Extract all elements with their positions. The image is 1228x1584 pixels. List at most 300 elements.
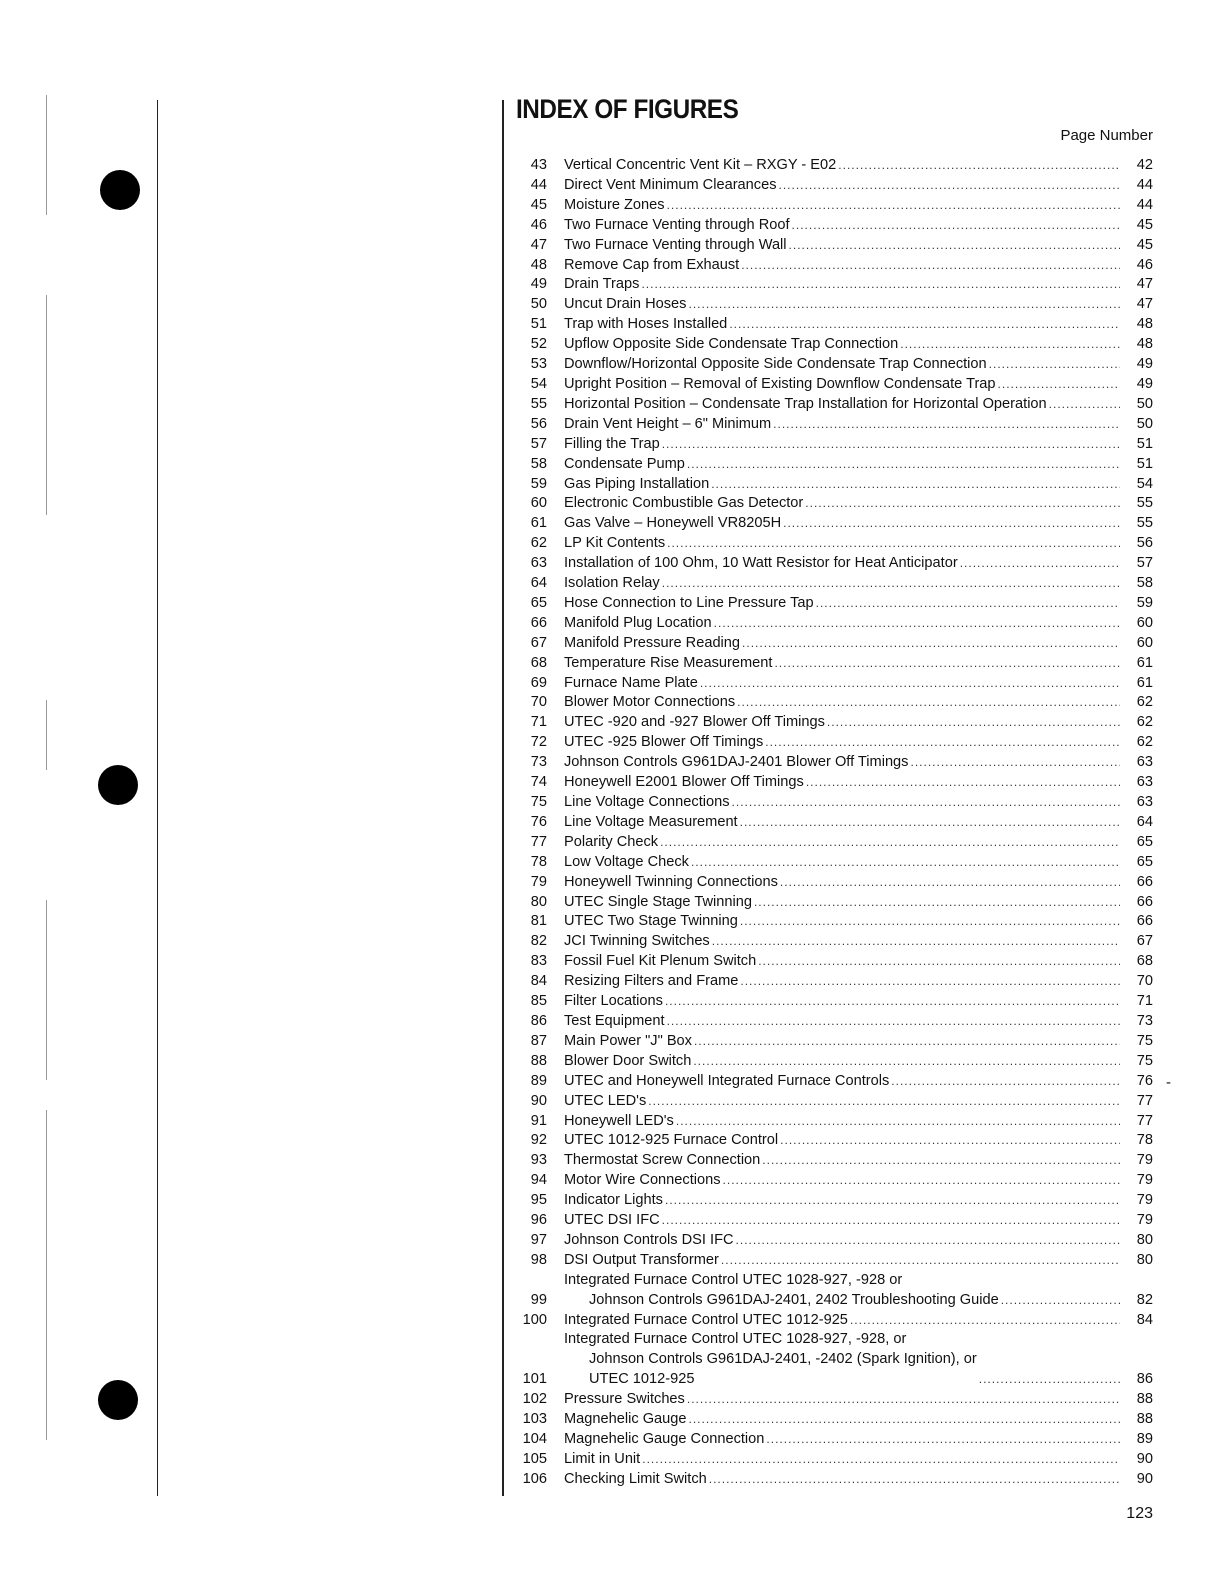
- figure-title-cell: [564, 1311, 1120, 1331]
- figure-number: 49: [530, 276, 547, 293]
- dot-leader: [688, 295, 1120, 315]
- figure-title: Resizing Filters and Frame: [564, 973, 739, 990]
- dot-leader: [660, 833, 1120, 853]
- figure-page-number: 75: [1136, 1032, 1153, 1049]
- figure-page-number: 60: [1136, 614, 1153, 631]
- figure-title: Checking Limit Switch: [564, 1470, 707, 1487]
- figure-title: UTEC LED's: [564, 1092, 647, 1109]
- dot-leader: [780, 873, 1120, 893]
- figure-page-number: 57: [1136, 555, 1153, 572]
- dot-leader: [850, 1311, 1120, 1331]
- figure-title-cell: [564, 216, 1120, 236]
- figure-title-cell: [564, 236, 1120, 256]
- figure-title-cell: [564, 475, 1120, 495]
- figure-title: Horizontal Position – Condensate Trap Installation for Horizontal Operation: [564, 395, 1047, 412]
- figure-title-cell: [564, 1430, 1120, 1450]
- dot-leader: [742, 634, 1120, 654]
- figure-title: Downflow/Horizontal Opposite Side Condensate Trap Connection: [564, 356, 987, 373]
- figure-title: UTEC -925 Blower Off Timings: [564, 734, 764, 751]
- figure-title-cell: [564, 554, 1120, 574]
- figure-title: Two Furnace Venting through Wall: [564, 236, 787, 253]
- figure-title-cell: [564, 574, 1120, 594]
- dot-leader: [754, 893, 1120, 913]
- figure-number: 61: [530, 515, 547, 532]
- figure-page-number: 67: [1136, 933, 1153, 950]
- dot-leader: [765, 733, 1120, 753]
- dot-leader: [709, 1470, 1120, 1490]
- figure-page-number: 59: [1136, 594, 1153, 611]
- figure-title: Honeywell Twinning Connections: [564, 873, 778, 890]
- figure-number: 89: [530, 1072, 547, 1089]
- dot-leader: [689, 1410, 1120, 1430]
- figure-number: 102: [522, 1391, 547, 1408]
- figure-entry: [510, 1052, 1153, 1072]
- figure-page-number: 44: [1136, 196, 1153, 213]
- figure-number: 44: [530, 176, 547, 193]
- figure-entry: [510, 773, 1153, 793]
- figure-entry: [510, 375, 1153, 395]
- figure-number: 68: [530, 654, 547, 671]
- figure-entry: [510, 753, 1153, 773]
- dot-leader: [789, 236, 1120, 256]
- figure-number: 92: [530, 1132, 547, 1149]
- figure-page-number: 48: [1136, 316, 1153, 333]
- dot-leader: [989, 355, 1120, 375]
- figure-page-number: 79: [1136, 1192, 1153, 1209]
- figure-page-number: 51: [1136, 455, 1153, 472]
- binder-faint-line: [46, 1110, 47, 1440]
- dot-leader: [806, 773, 1120, 793]
- figure-number: 87: [530, 1032, 547, 1049]
- figure-title-cell: [564, 733, 1120, 753]
- figure-title-cell: [564, 435, 1120, 455]
- figure-index-list: [510, 156, 1153, 1490]
- figure-title: UTEC DSI IFC: [564, 1212, 660, 1229]
- figure-entry: [510, 853, 1153, 873]
- figure-entry: [510, 1410, 1153, 1430]
- figure-title-cell: [564, 594, 1120, 614]
- figure-title-cell: [564, 853, 1120, 873]
- dot-leader: [648, 1092, 1120, 1112]
- figure-number: 103: [522, 1411, 547, 1428]
- figure-entry: [510, 893, 1153, 913]
- figure-page-number: 80: [1136, 1251, 1153, 1268]
- figure-title: Magnehelic Gauge: [564, 1411, 687, 1428]
- figure-entry: [510, 475, 1153, 495]
- figure-title: Direct Vent Minimum Clearances: [564, 176, 777, 193]
- dot-leader: [732, 793, 1120, 813]
- dot-leader: [723, 1171, 1120, 1191]
- figure-number: 51: [530, 316, 547, 333]
- figure-title: Main Power "J" Box: [564, 1032, 692, 1049]
- figure-title: Johnson Controls G961DAJ-2401, 2402 Troubleshooting Guide: [589, 1291, 999, 1308]
- figure-title-cell: [564, 1251, 1120, 1271]
- figure-page-number: 55: [1136, 515, 1153, 532]
- figure-number: 56: [530, 415, 547, 432]
- figure-title-cell: [564, 972, 1120, 992]
- figure-title: Furnace Name Plate: [564, 674, 698, 691]
- figure-page-number: 62: [1136, 734, 1153, 751]
- figure-page-number: 63: [1136, 794, 1153, 810]
- dot-leader: [737, 693, 1120, 713]
- figure-entry: [510, 1231, 1153, 1251]
- figure-title: Hose Connection to Line Pressure Tap: [564, 594, 814, 611]
- figure-number: 86: [530, 1012, 547, 1029]
- figure-number: 79: [530, 873, 547, 890]
- figure-number: 96: [530, 1212, 547, 1229]
- figure-page-number: 77: [1136, 1112, 1153, 1129]
- figure-page-number: 79: [1136, 1152, 1153, 1169]
- figure-number: 72: [530, 734, 547, 751]
- figure-number: 48: [530, 256, 547, 273]
- dot-leader: [667, 534, 1120, 554]
- figure-entry: [510, 1470, 1153, 1490]
- figure-title-cell: [564, 1410, 1120, 1430]
- dot-leader: [667, 1012, 1120, 1032]
- figure-number: 106: [522, 1470, 547, 1487]
- figure-entry: [510, 1171, 1153, 1191]
- figure-title-cell: [564, 793, 1120, 813]
- dot-leader: [783, 514, 1120, 534]
- figure-entry: [510, 833, 1153, 853]
- figure-title-cell: [564, 893, 1120, 913]
- figure-title: Line Voltage Measurement: [564, 813, 738, 830]
- figure-page-number: 45: [1136, 216, 1153, 233]
- figure-title: UTEC Single Stage Twinning: [564, 893, 752, 910]
- figure-number: 91: [530, 1112, 547, 1129]
- figure-page-number: 64: [1136, 813, 1153, 830]
- dot-leader: [687, 455, 1120, 475]
- figure-page-number: 61: [1136, 674, 1153, 691]
- figure-page-number: 65: [1136, 833, 1153, 850]
- figure-title-cell: [564, 713, 1120, 733]
- figure-number: 93: [530, 1152, 547, 1169]
- figure-page-number: 75: [1136, 1052, 1153, 1069]
- figure-entry: [510, 435, 1153, 455]
- figure-title-cell: [564, 1112, 1120, 1132]
- binder-faint-line: [46, 900, 47, 1080]
- figure-title: Test Equipment: [564, 1012, 665, 1029]
- figure-page-number: 61: [1136, 654, 1153, 671]
- figure-page-number: 56: [1136, 535, 1153, 552]
- figure-entry: [510, 1251, 1153, 1271]
- figure-title-cell: [564, 375, 1120, 395]
- dot-leader: [805, 494, 1120, 514]
- figure-entry: [510, 813, 1153, 833]
- figure-title: Polarity Check: [564, 833, 659, 850]
- dot-leader: [711, 475, 1120, 495]
- figure-page-number: 90: [1136, 1470, 1153, 1487]
- figure-entry: [510, 693, 1153, 713]
- figure-entry: [510, 1430, 1153, 1450]
- figure-page-number: 79: [1136, 1172, 1153, 1189]
- dot-leader: [714, 614, 1120, 634]
- figure-entry: [510, 1311, 1153, 1331]
- figure-number: 53: [530, 356, 547, 373]
- figure-entry: [510, 733, 1153, 753]
- figure-title-cell: [564, 1052, 1120, 1072]
- figure-page-number: 78: [1136, 1132, 1153, 1149]
- figure-title: Uncut Drain Hoses: [564, 296, 687, 313]
- figure-entry: [510, 514, 1153, 534]
- dot-leader: [741, 256, 1120, 276]
- figure-page-number: 58: [1136, 575, 1153, 592]
- figure-title-cell: [564, 753, 1120, 773]
- figure-title: Isolation Relay: [564, 575, 660, 592]
- dot-leader: [816, 594, 1120, 614]
- dot-leader: [960, 554, 1120, 574]
- binder-rule: [157, 100, 158, 1496]
- figure-title: Two Furnace Venting through Roof: [564, 216, 790, 233]
- figure-title-cell: [564, 773, 1120, 793]
- figure-title-cell: [564, 693, 1120, 713]
- figure-title-cell: [564, 1092, 1120, 1112]
- figure-page-number: 62: [1136, 714, 1153, 731]
- figure-title: Indicator Lights: [564, 1192, 663, 1209]
- dot-leader: [642, 1450, 1120, 1470]
- dot-leader: [792, 216, 1120, 236]
- dot-leader: [827, 713, 1120, 733]
- figure-number: 104: [522, 1431, 547, 1447]
- figure-page-number: 51: [1136, 435, 1153, 452]
- figure-number: 94: [530, 1172, 547, 1189]
- figure-title-cell: [564, 415, 1120, 435]
- dot-leader: [762, 1151, 1120, 1171]
- figure-title: Filter Locations: [564, 993, 663, 1010]
- dot-leader: [740, 912, 1120, 932]
- dot-leader: [729, 315, 1120, 335]
- figure-number: 88: [530, 1052, 547, 1069]
- figure-entry: [510, 395, 1153, 415]
- figure-title: Vertical Concentric Vent Kit – RXGY - E02: [564, 157, 837, 173]
- figure-entry: [510, 415, 1153, 435]
- figure-title-cell: [564, 534, 1120, 554]
- dot-leader: [773, 415, 1120, 435]
- figure-title: Drain Traps: [564, 276, 640, 293]
- figure-entry: [510, 1271, 1153, 1311]
- figure-number: 85: [530, 993, 547, 1010]
- figure-title-cell: [564, 614, 1120, 634]
- figure-page-number: 90: [1136, 1450, 1153, 1467]
- figure-title-cell: [564, 176, 1120, 196]
- figure-page-number: 77: [1136, 1092, 1153, 1109]
- figure-title-cell: [564, 355, 1120, 375]
- figure-entry: [510, 873, 1153, 893]
- figure-title: Pressure Switches: [564, 1391, 685, 1408]
- figure-page-number: 47: [1136, 276, 1153, 293]
- figure-title-cell: [564, 196, 1120, 216]
- figure-title-cell: [564, 315, 1120, 335]
- figure-entry: [510, 216, 1153, 236]
- figure-number: 75: [530, 794, 547, 810]
- figure-entry: [510, 1191, 1153, 1211]
- figure-number: 81: [530, 913, 547, 930]
- dot-leader: [662, 435, 1120, 455]
- figure-title-cell: [564, 275, 1120, 295]
- figure-title-cell: [564, 256, 1120, 276]
- figure-entry: [510, 534, 1153, 554]
- figure-entry: [510, 1092, 1153, 1112]
- figure-number: 83: [530, 953, 547, 970]
- figure-number: 66: [530, 614, 547, 631]
- figure-title-cell: [564, 654, 1120, 674]
- figure-title-cell: [564, 1211, 1120, 1231]
- figure-title: Line Voltage Connections: [564, 794, 730, 810]
- figure-number: 52: [530, 336, 547, 353]
- figure-title-cell: [564, 1450, 1120, 1470]
- figure-entry: [510, 236, 1153, 256]
- dot-leader: [665, 992, 1120, 1012]
- figure-title: Filling the Trap: [564, 435, 660, 452]
- figure-title: UTEC 1012-925: [589, 1371, 695, 1388]
- dot-leader: [736, 1231, 1120, 1251]
- binder-hole: [98, 1380, 138, 1420]
- figure-title: JCI Twinning Switches: [564, 933, 710, 950]
- figure-number: 71: [530, 714, 547, 731]
- binder-faint-line: [46, 295, 47, 515]
- figure-entry: [510, 275, 1153, 295]
- dot-leader: [1049, 395, 1120, 415]
- figure-number: 101: [522, 1371, 547, 1388]
- figure-number: 90: [530, 1092, 547, 1109]
- figure-number: 78: [530, 853, 547, 870]
- dot-leader: [1001, 1291, 1120, 1311]
- dot-leader: [779, 176, 1121, 196]
- dot-leader: [891, 1072, 1120, 1092]
- figure-number: 58: [530, 455, 547, 472]
- figure-title: DSI Output Transformer: [564, 1251, 719, 1268]
- figure-title-cell: [564, 295, 1120, 315]
- figure-page-number: 88: [1136, 1411, 1153, 1428]
- figure-entry: [510, 1032, 1153, 1052]
- figure-number: 73: [530, 754, 547, 771]
- figure-page-number: 63: [1136, 754, 1153, 771]
- page-title: INDEX OF FIGURES: [516, 94, 739, 124]
- figure-page-number: 66: [1136, 913, 1153, 930]
- figure-number: 45: [530, 196, 547, 213]
- figure-page-number: 55: [1136, 495, 1153, 512]
- figure-entry: [510, 713, 1153, 733]
- figure-title-cell: [564, 873, 1120, 893]
- figure-number: 50: [530, 296, 547, 313]
- figure-entry: [510, 1390, 1153, 1410]
- figure-title: Honeywell LED's: [564, 1112, 674, 1129]
- figure-title-cell: [564, 1191, 1120, 1211]
- figure-title: UTEC and Honeywell Integrated Furnace Controls: [564, 1072, 890, 1089]
- figure-title: Installation of 100 Ohm, 10 Watt Resistor for Heat Anticipator: [564, 555, 958, 572]
- figure-title-cell: [564, 455, 1120, 475]
- page-folio: 123: [1126, 1505, 1153, 1522]
- figure-entry: [510, 295, 1153, 315]
- figure-number: 62: [530, 535, 547, 552]
- figure-page-number: 60: [1136, 634, 1153, 651]
- figure-title: Upflow Opposite Side Condensate Trap Connection: [564, 336, 899, 353]
- figure-title: Johnson Controls G961DAJ-2401, -2402 (Spark Ignition), or: [589, 1351, 977, 1368]
- figure-title: Thermostat Screw Connection: [564, 1152, 761, 1169]
- figure-number: 43: [530, 157, 547, 173]
- figure-title: UTEC Two Stage Twinning: [564, 913, 738, 930]
- figure-number: 64: [530, 575, 547, 592]
- figure-page-number: 62: [1136, 694, 1153, 711]
- figure-title: Limit in Unit: [564, 1450, 641, 1467]
- figure-title-cell: [564, 1131, 1120, 1151]
- figure-number: 82: [530, 933, 547, 950]
- figure-number: 100: [522, 1311, 547, 1328]
- dot-leader: [676, 1112, 1120, 1132]
- figure-title-cell: [564, 1390, 1120, 1410]
- figure-title: Blower Door Switch: [564, 1052, 692, 1069]
- figure-number: 74: [530, 774, 547, 791]
- figure-title-cell: [564, 1151, 1120, 1171]
- figure-title-cell: [564, 1072, 1120, 1092]
- figure-page-number: 63: [1136, 774, 1153, 791]
- figure-page-number: 70: [1136, 973, 1153, 990]
- figure-title-cell: [564, 1032, 1120, 1052]
- figure-title: Johnson Controls G961DAJ-2401 Blower Off Timings: [564, 754, 909, 771]
- figure-page-number: 73: [1136, 1012, 1153, 1029]
- dot-leader: [694, 1032, 1120, 1052]
- figure-page-number: 76: [1136, 1072, 1153, 1089]
- figure-entry: [510, 335, 1153, 355]
- figure-entry: [510, 793, 1153, 813]
- column-divider-rule: [502, 100, 504, 1496]
- figure-title: Moisture Zones: [564, 196, 665, 213]
- figure-title: Electronic Combustible Gas Detector: [564, 495, 804, 512]
- figure-page-number: 50: [1136, 415, 1153, 432]
- figure-number: 99: [530, 1291, 547, 1308]
- figure-title: Trap with Hoses Installed: [564, 316, 728, 333]
- binder-faint-line: [46, 700, 47, 770]
- figure-title: UTEC 1012-925 Furnace Control: [564, 1132, 779, 1149]
- dot-leader: [665, 1191, 1120, 1211]
- dot-leader: [667, 196, 1120, 216]
- figure-entry: [510, 355, 1153, 375]
- figure-entry: [510, 614, 1153, 634]
- figure-title-cell: [564, 395, 1120, 415]
- figure-entry: [510, 1151, 1153, 1171]
- dot-leader: [838, 156, 1120, 176]
- figure-title: Johnson Controls DSI IFC: [564, 1231, 734, 1248]
- figure-entry: [510, 455, 1153, 475]
- figure-number: 63: [530, 555, 547, 572]
- figure-page-number: 48: [1136, 336, 1153, 353]
- dot-leader: [998, 375, 1120, 395]
- figure-title-cell: [564, 1171, 1120, 1191]
- figure-title: Remove Cap from Exhaust: [564, 256, 740, 273]
- figure-title-cell: [564, 1271, 1120, 1311]
- margin-mark: -: [1166, 1074, 1171, 1091]
- figure-title-cell: [564, 952, 1120, 972]
- figure-number: 57: [530, 435, 547, 452]
- figure-page-number: 49: [1136, 375, 1153, 392]
- figure-page-number: 86: [1136, 1371, 1153, 1388]
- dot-leader: [662, 574, 1120, 594]
- figure-page-number: 45: [1136, 236, 1153, 253]
- figure-title-cell: [564, 674, 1120, 694]
- figure-number: 84: [530, 973, 547, 990]
- figure-number: 67: [530, 634, 547, 651]
- figure-title: Integrated Furnace Control UTEC 1028-927, -928 or: [564, 1271, 903, 1288]
- figure-page-number: 66: [1136, 893, 1153, 910]
- figure-title: Integrated Furnace Control UTEC 1028-927, -928, or: [564, 1331, 907, 1348]
- figure-number: 76: [530, 813, 547, 830]
- figure-entry: [510, 176, 1153, 196]
- figure-page-number: 42: [1136, 157, 1153, 173]
- figure-number: 105: [522, 1450, 547, 1467]
- figure-title: Fossil Fuel Kit Plenum Switch: [564, 953, 757, 970]
- figure-entry: [510, 992, 1153, 1012]
- figure-page-number: 82: [1136, 1291, 1153, 1308]
